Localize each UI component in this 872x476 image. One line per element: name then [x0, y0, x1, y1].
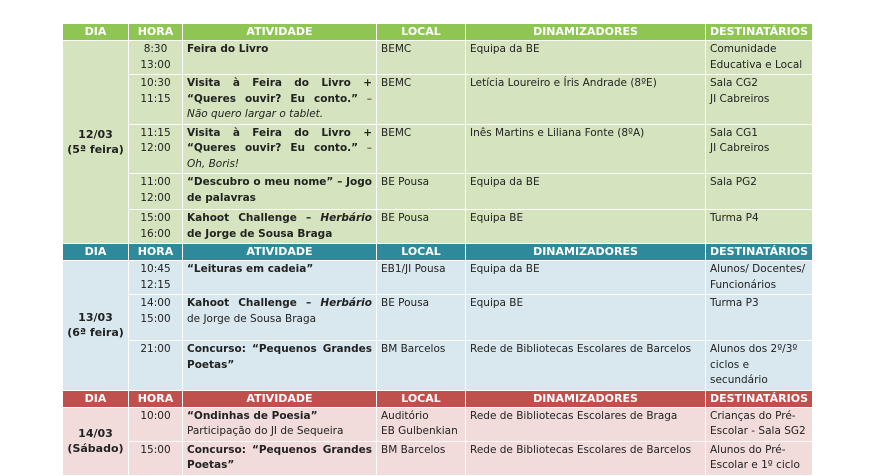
header-destinatarios: DESTINATÁRIOS [706, 24, 813, 41]
day-weekday: (Sábado) [67, 442, 124, 455]
destinatarios-text: Turma P4 [710, 212, 759, 224]
destinatarios-text: Sala CG2 [710, 77, 758, 89]
destinatarios-cell [706, 124, 813, 174]
time-start: 15:00 [140, 443, 171, 456]
activity-text: Não quero largar o tablet. [187, 108, 324, 120]
activity-cell [183, 124, 377, 174]
activity-cell [183, 210, 377, 244]
time-end: 13:00 [140, 58, 171, 71]
activity-text: de Jorge de Sousa Braga [187, 312, 317, 325]
header-dinamizadores: DINAMIZADORES [466, 24, 706, 41]
header-hora: HORA [129, 244, 183, 261]
destinatarios-cell [706, 341, 813, 391]
activity-text: Concurso: “Pequenos Grandes Poetas” [187, 443, 372, 471]
activity-cell [183, 341, 377, 391]
destinatarios-text: Crianças do Pré- [710, 409, 796, 422]
time-start: 11:15 [140, 126, 171, 139]
time-start: 10:45 [140, 263, 171, 275]
table-row [63, 174, 813, 210]
destinatarios-cell [706, 295, 813, 341]
destinatarios-text: Funcionários [710, 278, 777, 291]
time-end: 12:15 [140, 278, 171, 291]
time-cell [129, 210, 183, 244]
time-start: 8:30 [143, 43, 168, 55]
time-cell [129, 261, 183, 295]
time-cell [129, 124, 183, 174]
header-row [63, 24, 813, 41]
time-cell [129, 75, 183, 125]
activity-text: – [358, 142, 372, 154]
local-text: BEMC [381, 126, 412, 139]
header-local: LOCAL [377, 244, 466, 261]
local-cell [377, 295, 466, 341]
destinatarios-cell [706, 407, 813, 441]
table-row [63, 41, 813, 75]
header-hora: HORA [129, 390, 183, 407]
header-dinamizadores: DINAMIZADORES [466, 390, 706, 407]
destinatarios-cell [706, 210, 813, 244]
time-cell [129, 295, 183, 341]
destinatarios-cell [706, 441, 813, 475]
activity-cell [183, 41, 377, 75]
activity-cell [183, 441, 377, 475]
time-start: 21:00 [140, 343, 171, 355]
activity-cell [183, 295, 377, 341]
header-local: LOCAL [377, 390, 466, 407]
header-atividade: ATIVIDADE [183, 24, 377, 41]
local-cell [377, 174, 466, 210]
destinatarios-text: Escolar e 1º ciclo [710, 459, 800, 471]
time-start: 10:00 [140, 409, 171, 422]
activity-text: Visita à Feira do Livro + “Queres ouvir? Eu conto.” [187, 77, 372, 105]
time-cell [129, 407, 183, 441]
time-cell [129, 41, 183, 75]
activity-text: Concurso: “Pequenos Grandes Poetas” [187, 343, 372, 371]
activity-text: Herbário [320, 297, 372, 309]
table-row [63, 210, 813, 244]
header-dia: DIA [63, 244, 129, 261]
local-cell [377, 441, 466, 475]
header-row [63, 390, 813, 407]
local-cell [377, 341, 466, 391]
dinamizadores-cell: Letícia Loureiro e Íris Andrade (8ºE) [466, 75, 706, 125]
local-cell [377, 261, 466, 295]
destinatarios-text: Alunos do Pré- [710, 443, 786, 456]
time-start: 11:00 [140, 176, 171, 188]
activity-text: Feira do Livro [187, 43, 269, 55]
activity-cell [183, 407, 377, 441]
table-row [63, 261, 813, 295]
day-cell [63, 41, 129, 244]
dinamizadores-cell: Equipa BE [466, 210, 706, 244]
header-destinatarios: DESTINATÁRIOS [706, 244, 813, 261]
activity-cell [183, 261, 377, 295]
local-cell [377, 210, 466, 244]
activity-text: de Jorge de Sousa Braga [187, 227, 333, 240]
destinatarios-cell [706, 75, 813, 125]
day-date: 12/03 [78, 127, 113, 141]
destinatarios-text: JI Cabreiros [710, 142, 770, 154]
header-dinamizadores: DINAMIZADORES [466, 244, 706, 261]
day-date: 14/03 [78, 426, 113, 440]
dinamizadores-cell: Equipa da BE [466, 261, 706, 295]
dinamizadores-cell: Equipa da BE [466, 174, 706, 210]
local-text: BEMC [381, 77, 412, 89]
time-cell [129, 341, 183, 391]
time-start: 15:00 [140, 212, 171, 224]
header-atividade: ATIVIDADE [183, 244, 377, 261]
time-end: 16:00 [140, 227, 171, 240]
local-cell [377, 75, 466, 125]
table-row [63, 341, 813, 391]
time-start: 10:30 [140, 77, 171, 89]
day-date: 13/03 [78, 310, 113, 324]
time-cell [129, 441, 183, 475]
dinamizadores-cell: Equipa BE [466, 295, 706, 341]
header-row [63, 244, 813, 261]
day-weekday: (6ª feira) [67, 326, 124, 340]
local-cell [377, 407, 466, 441]
destinatarios-text: Sala CG1 [710, 126, 758, 139]
day-cell [63, 261, 129, 391]
header-destinatarios: DESTINATÁRIOS [706, 390, 813, 407]
destinatarios-text: Escolar - Sala SG2 [710, 425, 806, 437]
schedule-body [63, 24, 813, 476]
activity-text: “Ondinhas de Poesia” [187, 409, 318, 422]
destinatarios-text: Comunidade [710, 43, 777, 55]
time-cell [129, 174, 183, 210]
destinatarios-cell [706, 41, 813, 75]
destinatarios-text: Sala PG2 [710, 176, 757, 188]
activity-text: Oh, Boris! [187, 157, 240, 170]
local-cell [377, 124, 466, 174]
time-start: 14:00 [140, 297, 171, 309]
local-text: EB Gulbenkian [381, 425, 458, 437]
activity-text: Herbário [320, 212, 372, 224]
local-text: EB1/JI Pousa [381, 263, 446, 275]
activity-cell [183, 174, 377, 210]
destinatarios-text: Educativa e Local [710, 58, 803, 71]
activity-text: Visita à Feira do Livro + “Queres ouvir? Eu conto.” [187, 126, 372, 154]
local-text: BM Barcelos [381, 343, 446, 355]
dinamizadores-cell: Rede de Bibliotecas Escolares de Barcelos [466, 441, 706, 475]
time-end: 12:00 [140, 191, 171, 204]
dinamizadores-cell: Rede de Bibliotecas Escolares de Braga [466, 407, 706, 441]
activity-text: Participação do JI de Sequeira [187, 425, 344, 437]
header-dia: DIA [63, 390, 129, 407]
day-weekday: (5ª feira) [67, 143, 124, 156]
destinatarios-text: ciclos e secundário [710, 358, 768, 386]
day-cell [63, 407, 129, 475]
dinamizadores-cell: Rede de Bibliotecas Escolares de Barcelos [466, 341, 706, 391]
destinatarios-text: Alunos/ Docentes/ [710, 263, 806, 275]
dinamizadores-cell: Inês Martins e Liliana Fonte (8ºA) [466, 124, 706, 174]
activity-text: “Descubro o meu nome” – Jogo de palavras [187, 176, 372, 204]
local-text: BE Pousa [381, 176, 430, 188]
dinamizadores-cell: Equipa da BE [466, 41, 706, 75]
destinatarios-text: Turma P3 [710, 297, 759, 309]
destinatarios-cell [706, 174, 813, 210]
local-text: BEMC [381, 43, 412, 55]
local-text: BE Pousa [381, 297, 430, 309]
schedule-table [62, 23, 813, 476]
local-cell [377, 41, 466, 75]
activity-text: Kahoot Challenge – [187, 297, 321, 309]
header-atividade: ATIVIDADE [183, 390, 377, 407]
destinatarios-text: JI Cabreiros [710, 92, 770, 105]
activity-text: – [358, 92, 372, 105]
destinatarios-cell [706, 261, 813, 295]
activity-cell [183, 75, 377, 125]
activity-text: “Leituras em cadeia” [187, 263, 314, 275]
time-end: 11:15 [140, 92, 171, 105]
header-dia: DIA [63, 24, 129, 41]
local-text: BM Barcelos [381, 443, 446, 456]
destinatarios-text: Alunos dos 2º/3º [710, 343, 798, 355]
header-local: LOCAL [377, 24, 466, 41]
header-hora: HORA [129, 24, 183, 41]
table-row [63, 407, 813, 441]
table-row [63, 75, 813, 125]
activity-text: Kahoot Challenge – [187, 212, 321, 224]
table-row [63, 295, 813, 341]
time-end: 12:00 [140, 142, 171, 154]
table-row [63, 124, 813, 174]
local-text: Auditório [381, 409, 429, 422]
local-text: BE Pousa [381, 212, 430, 224]
table-row [63, 441, 813, 475]
time-end: 15:00 [140, 312, 171, 325]
